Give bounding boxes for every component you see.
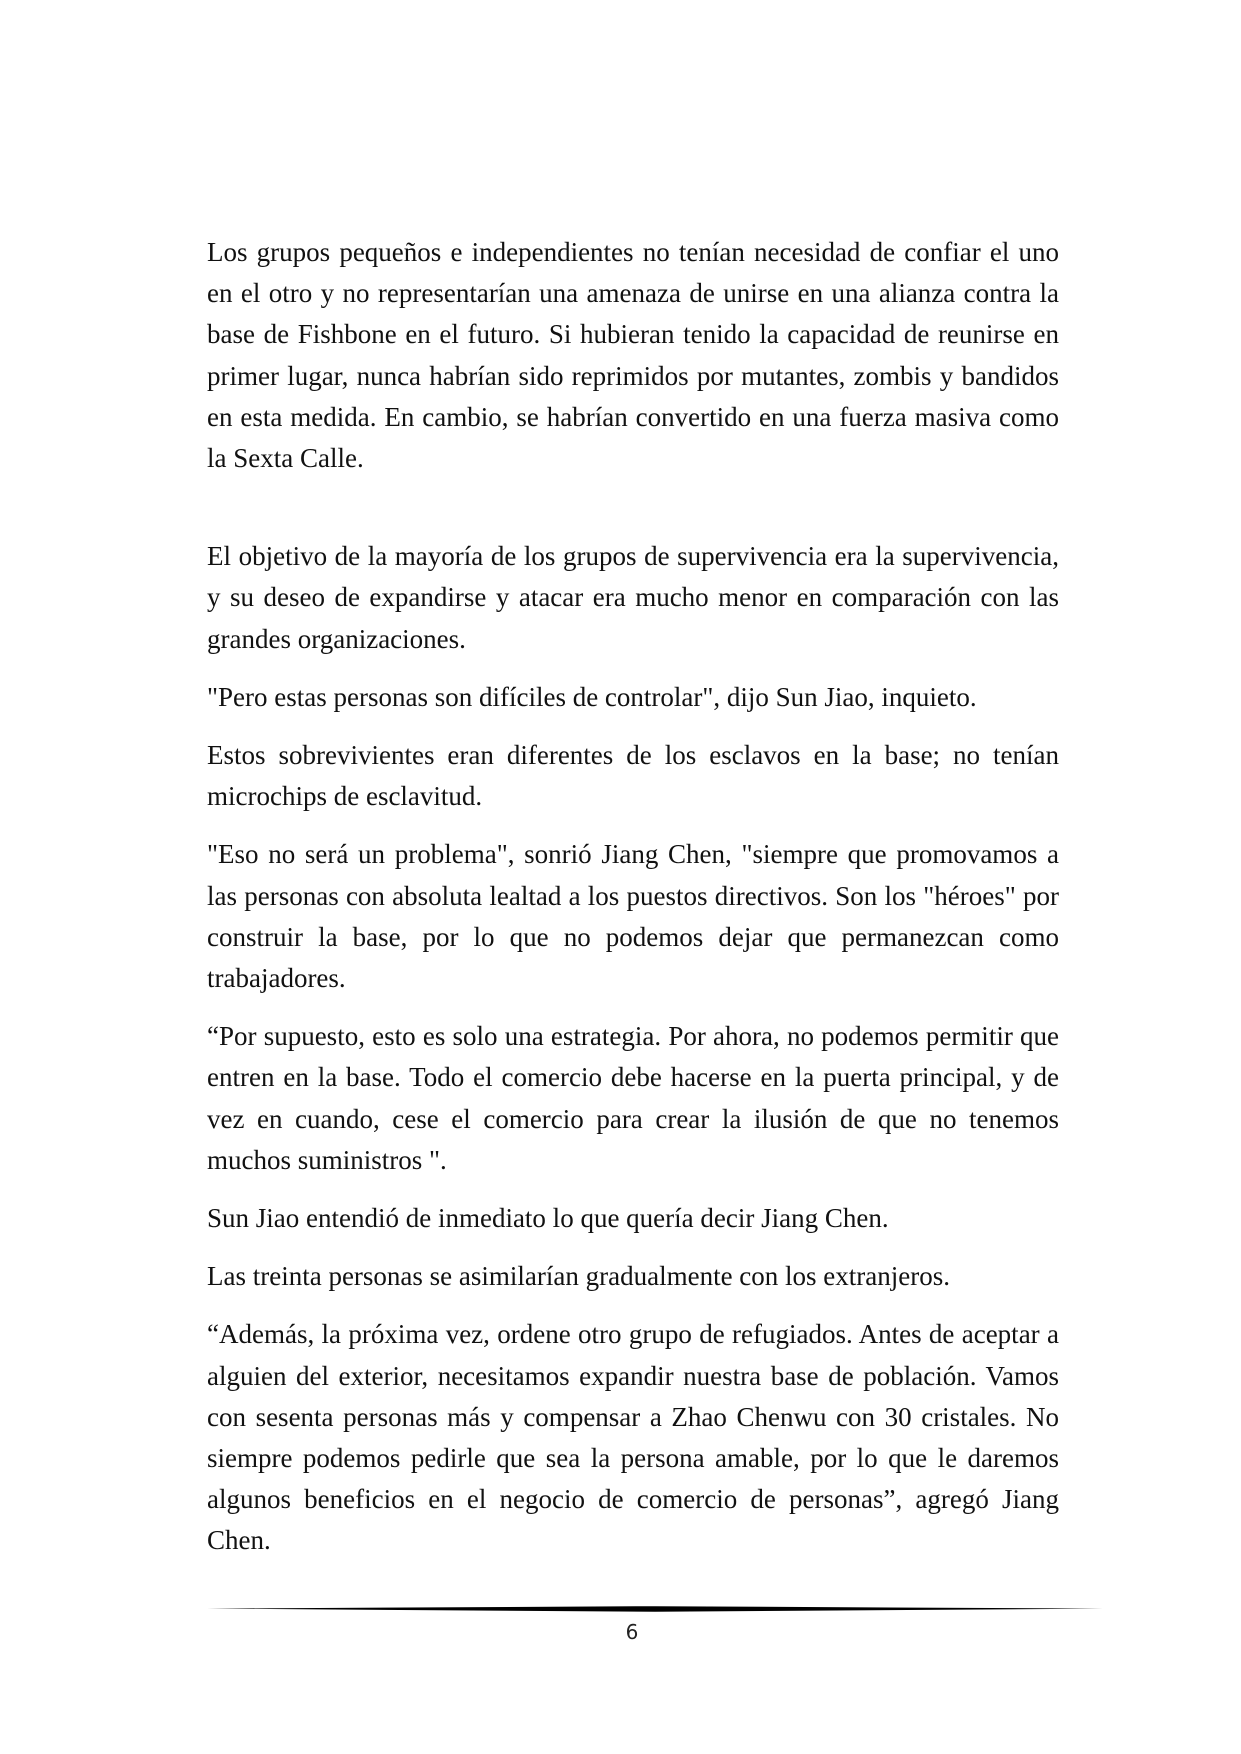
paragraph-6: “Por supuesto, esto es solo una estrategia. Por ahora, no podemos permitir que entren en la base. Todo el comercio debe hacerse en la puerta principal, y de vez en cuando, cese el comercio para crear la ilusión de que no tenemos muchos suministros ". — [207, 1021, 1059, 1175]
paragraph-7: Sun Jiao entendió de inmediato lo que quería decir Jiang Chen. — [207, 1203, 889, 1234]
paragraph-3: "Pero estas personas son difíciles de controlar", dijo Sun Jiao, inquieto. — [207, 681, 977, 712]
paragraph-4: Estos sobrevivientes eran diferentes de los esclavos en la base; no tenían microchips de esclavitud. — [207, 740, 1059, 812]
paragraph-5: "Eso no será un problema", sonrió Jiang Chen, "siempre que promovamos a las personas con absoluta lealtad a los puestos directivos. Son los "héroes" por construir la base, por lo que no podemos dejar que permanezcan como trabajadores. — [207, 839, 1059, 994]
page-number: 6 — [625, 1620, 639, 1644]
paragraph-8: Las treinta personas se asimilarían gradualmente con los extranjeros. — [207, 1261, 950, 1292]
page-body — [207, 232, 1059, 1562]
footer-divider — [207, 1605, 1103, 1613]
paragraph-1: Los grupos pequeños e independientes no tenían necesidad de confiar el uno en el otro y no representarían una amenaza de unirse en una alianza contra la base de Fishbone en el futuro. Si hubieran tenido la capacidad de reunirse en primer lugar, nunca habrían sido reprimidos por mutantes, zombis y bandidos en esta medida. En cambio, se habrían convertido en una fuerza masiva como la Sexta Calle. — [207, 237, 1059, 474]
paragraph-9: “Además, la próxima vez, ordene otro grupo de refugiados. Antes de aceptar a alguien del exterior, necesitamos expandir nuestra base de población. Vamos con sesenta personas más y compensar a Zhao Chenwu con 30 cristales. No siempre podemos pedirle que sea la persona amable, por lo que le daremos algunos beneficios en el negocio de comercio de personas”, agregó Jiang Chen. — [207, 1319, 1059, 1556]
paragraph-2: El objetivo de la mayoría de los grupos de supervivencia era la supervivencia, y su deseo de expandirse y atacar era mucho menor en comparación con las grandes organizaciones. — [207, 541, 1059, 654]
